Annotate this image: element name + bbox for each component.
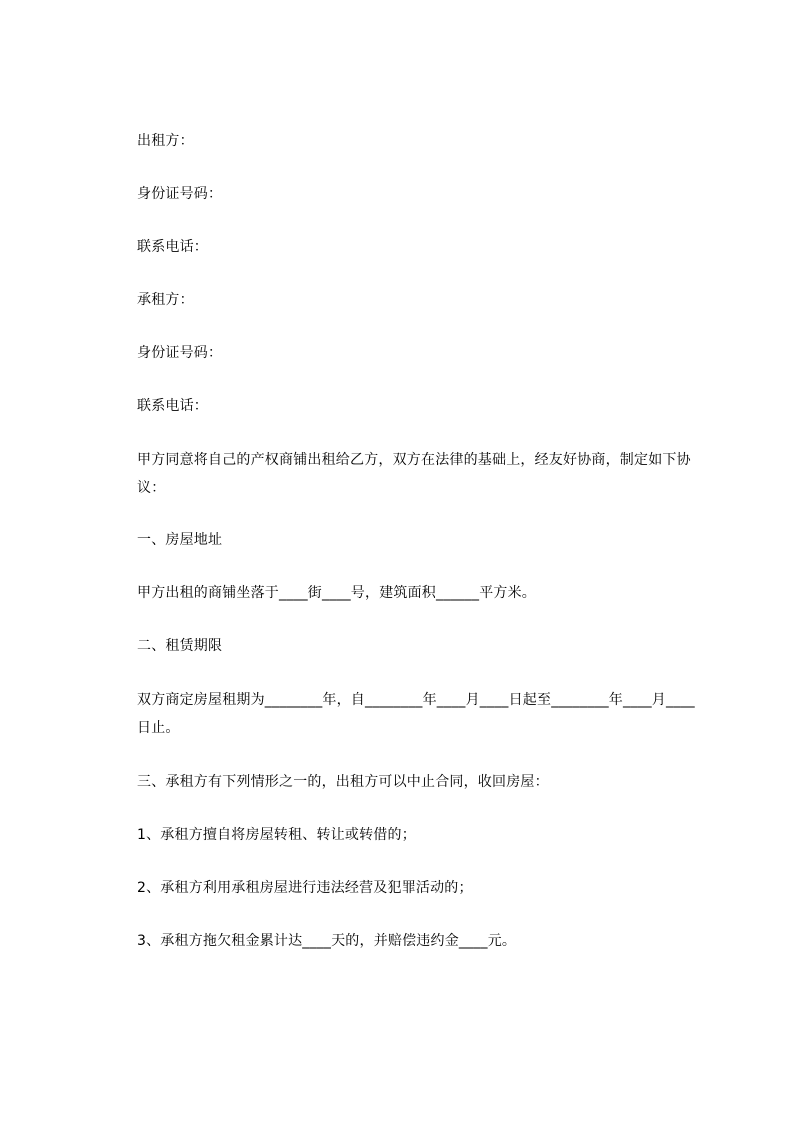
section3-item: 2、承租方利用承租房屋进行违法经营及犯罪活动的； [137, 880, 473, 896]
intro-paragraph: 甲方同意将自己的产权商铺出租给乙方，双方在法律的基础上，经友好协商，制定如下协议： [137, 452, 691, 496]
section2-text: 双方商定房屋租期为________年，自________年____月____日起至________年____月____日止。 [137, 692, 695, 736]
lessee-label: 承租方： [137, 292, 194, 308]
section3-item: 1、承租方擅自将房屋转租、转让或转借的； [137, 827, 416, 843]
lessor-id-label: 身份证号码： [137, 186, 223, 202]
lessor-phone-label: 联系电话： [137, 239, 208, 255]
lessee-id-label: 身份证号码： [137, 345, 223, 361]
lessor-label: 出租方： [137, 133, 194, 149]
section2-title: 二、租赁期限 [137, 638, 223, 654]
section1-title: 一、房屋地址 [137, 532, 223, 548]
section3-title: 三、承租方有下列情形之一的，出租方可以中止合同，收回房屋： [137, 774, 549, 790]
lessee-phone-label: 联系电话： [137, 398, 208, 414]
section1-text: 甲方出租的商铺坐落于____街____号，建筑面积______平方米。 [137, 585, 536, 601]
section3-item: 3、承租方拖欠租金累计达____天的，并赔偿违约金____元。 [137, 933, 517, 949]
